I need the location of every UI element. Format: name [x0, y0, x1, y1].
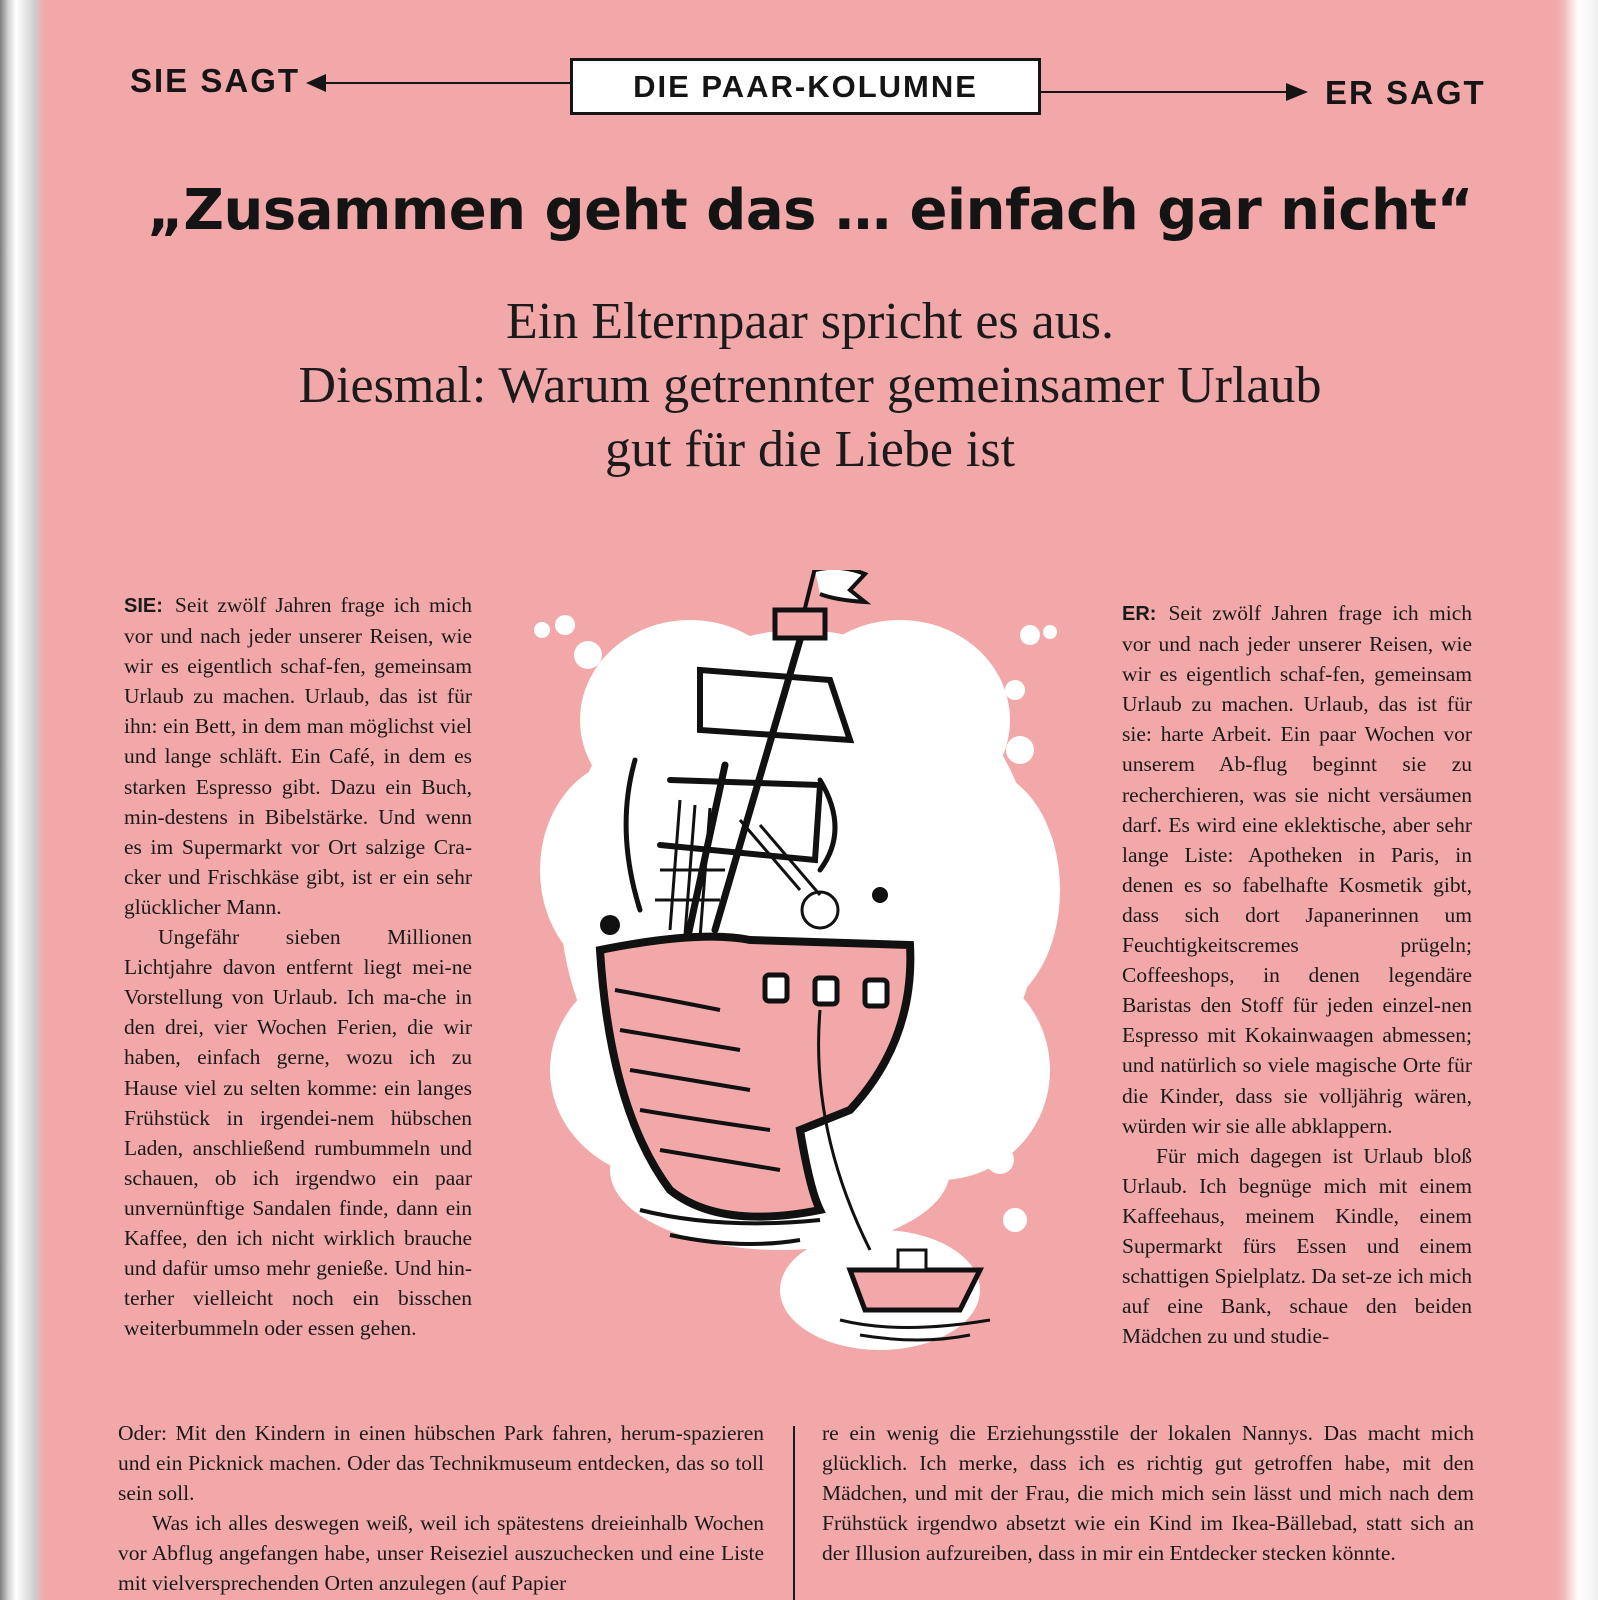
- ship-in-thought-cloud-icon: [520, 570, 1080, 1370]
- sie-paragraph-2: Ungefähr sieben Millionen Lichtjahre davon entfernt liegt mei-ne Vorstellung von Urlaub. Ich ma-che in den drei, vier Wochen Ferien, die wir haben, einfach gerne, wozu ich zu Hause viel zu selten komme: ein langes Frühstück in irgendei-nem hübschen Laden, anschließend rumbummeln und schauen, ob ich irgendwo ein paar unvernünftige Sandalen finde, dann ein Kaffee, den ich nicht wirklich brauche und dafür umso mehr genieße. Und hin-terher vielleicht noch ein bisschen weiterbummeln oder essen gehen.: [124, 925, 472, 1341]
- sie-paragraph-1-text: Seit zwölf Jahren frage ich mich vor und nach jeder unserer Reisen, wie wir es eigentlich schaf-fen, gemeinsam Urlaub zu machen. Urlaub, das ist für ihn: ein Bett, in dem man möglichst viel und lange schläft. Ein Café, in dem es starken Espresso gibt. Dazu ein Buch, min-destens in Bibelstärke. Und wenn es im Supermarkt vor Ort salzige Cra-cker und Frischkäse gibt, ist er ein sehr glücklicher Mann.: [124, 593, 472, 919]
- figure-bow-icon: [600, 915, 620, 935]
- subtitle-line-2: Diesmal: Warum getrennter gemeinsamer Urlaub: [298, 357, 1322, 414]
- flag-icon: [805, 570, 865, 608]
- er-paragraph-1-text: Seit zwölf Jahren frage ich mich vor und nach jeder unserer Reisen, wie wir es eigentlich schaf-fen, gemeinsam Urlaub zu machen. Urlaub, das ist für sie: harte Arbeit. Ein paar Wochen vor unserem Ab-flug beginnt sie zu recherchieren, was sie nicht versäumen darf. Es wird eine eklektische, aber sehr lange Liste: Apotheken in Paris, in denen es so fabelhafte Kosmetik gibt, dass sich dort Japanerinnen um Feuchtigkeitscremes prügeln; Coffeeshops, in denen legendäre Baristas den Stoff für jeden einzel-nen Espresso mit Kokainwaagen abmessen; und natürlich so viele magische Orte für die Kinder, dass sie volljährig wären, würden wir sie alle abklappern.: [1122, 601, 1472, 1138]
- subtitle-line-3: gut für die Liebe ist: [604, 421, 1016, 478]
- sie-paragraph-1: [124, 590, 472, 922]
- column-divider: [793, 1426, 795, 1600]
- er-column: [1122, 598, 1472, 1351]
- arrow-left-line: [322, 82, 570, 84]
- page-right-edge: [1556, 0, 1598, 1600]
- portholes: [765, 975, 887, 1006]
- subtitle-line-1: Ein Elternpaar spricht es aus.: [506, 293, 1114, 350]
- crows-nest: [775, 610, 825, 638]
- er-column-bottom: [822, 1418, 1474, 1568]
- book-icon: [898, 1250, 926, 1270]
- arrow-right-icon: [1286, 83, 1308, 101]
- sie-column-bottom: [118, 1418, 764, 1599]
- arrow-right-line: [1040, 91, 1290, 93]
- er-sagt-label: ER SAGT: [1325, 74, 1486, 111]
- sie-lead-label: SIE:: [124, 595, 163, 617]
- figure-lookout-icon: [872, 887, 888, 903]
- page-binding-edge: [0, 0, 44, 1600]
- er-lead-label: ER:: [1122, 603, 1157, 625]
- column-title-box: DIE PAAR-KOLUMNE: [570, 58, 1041, 115]
- sie-sagt-label: SIE SAGT: [130, 62, 301, 99]
- headline: „Zusammen geht das … einfach gar nicht“: [147, 178, 1473, 243]
- sie-column: [124, 590, 472, 1343]
- subtitle: [200, 290, 1420, 482]
- er-paragraph-2-continued: re ein wenig die Erziehungsstile der lokalen Nannys. Das macht mich glücklich. Ich merke, dass ich es richtig gut getroffen habe, mit den Mädchen, und mit der Frau, die mich mich sein lässt und mich nach dem Frühstück irgendwo absetzt wie ein Kind im Ikea-Bällebad, statt sich an der Illusion aufzureiben, dass in mir ein Entdecker stecken könnte.: [822, 1421, 1474, 1566]
- sie-paragraph-3: Was ich alles deswegen weiß, weil ich spätestens dreieinhalb Wochen vor Abflug angefangen habe, unser Reiseziel auszuchecken und eine Liste mit vielversprechenden Orten anzulegen (auf Papier: [118, 1511, 764, 1596]
- er-paragraph-2: Für mich dagegen ist Urlaub bloß Urlaub. Ich begnüge mich mit einem Kaffeehaus, meinem Kindle, einem Supermarkt fürs Essen und einem schattigen Spielplatz. Da set-ze ich mich auf eine Bank, schaue den beiden Mädchen zu und studie-: [1122, 1143, 1472, 1349]
- small-boat-icon: [850, 1270, 980, 1310]
- sie-paragraph-2-continued: Oder: Mit den Kindern in einen hübschen Park fahren, herum-spazieren und ein Picknick machen. Oder das Technikmuseum entdecken, das so toll sein soll.: [118, 1421, 764, 1506]
- er-paragraph-1: [1122, 598, 1472, 1141]
